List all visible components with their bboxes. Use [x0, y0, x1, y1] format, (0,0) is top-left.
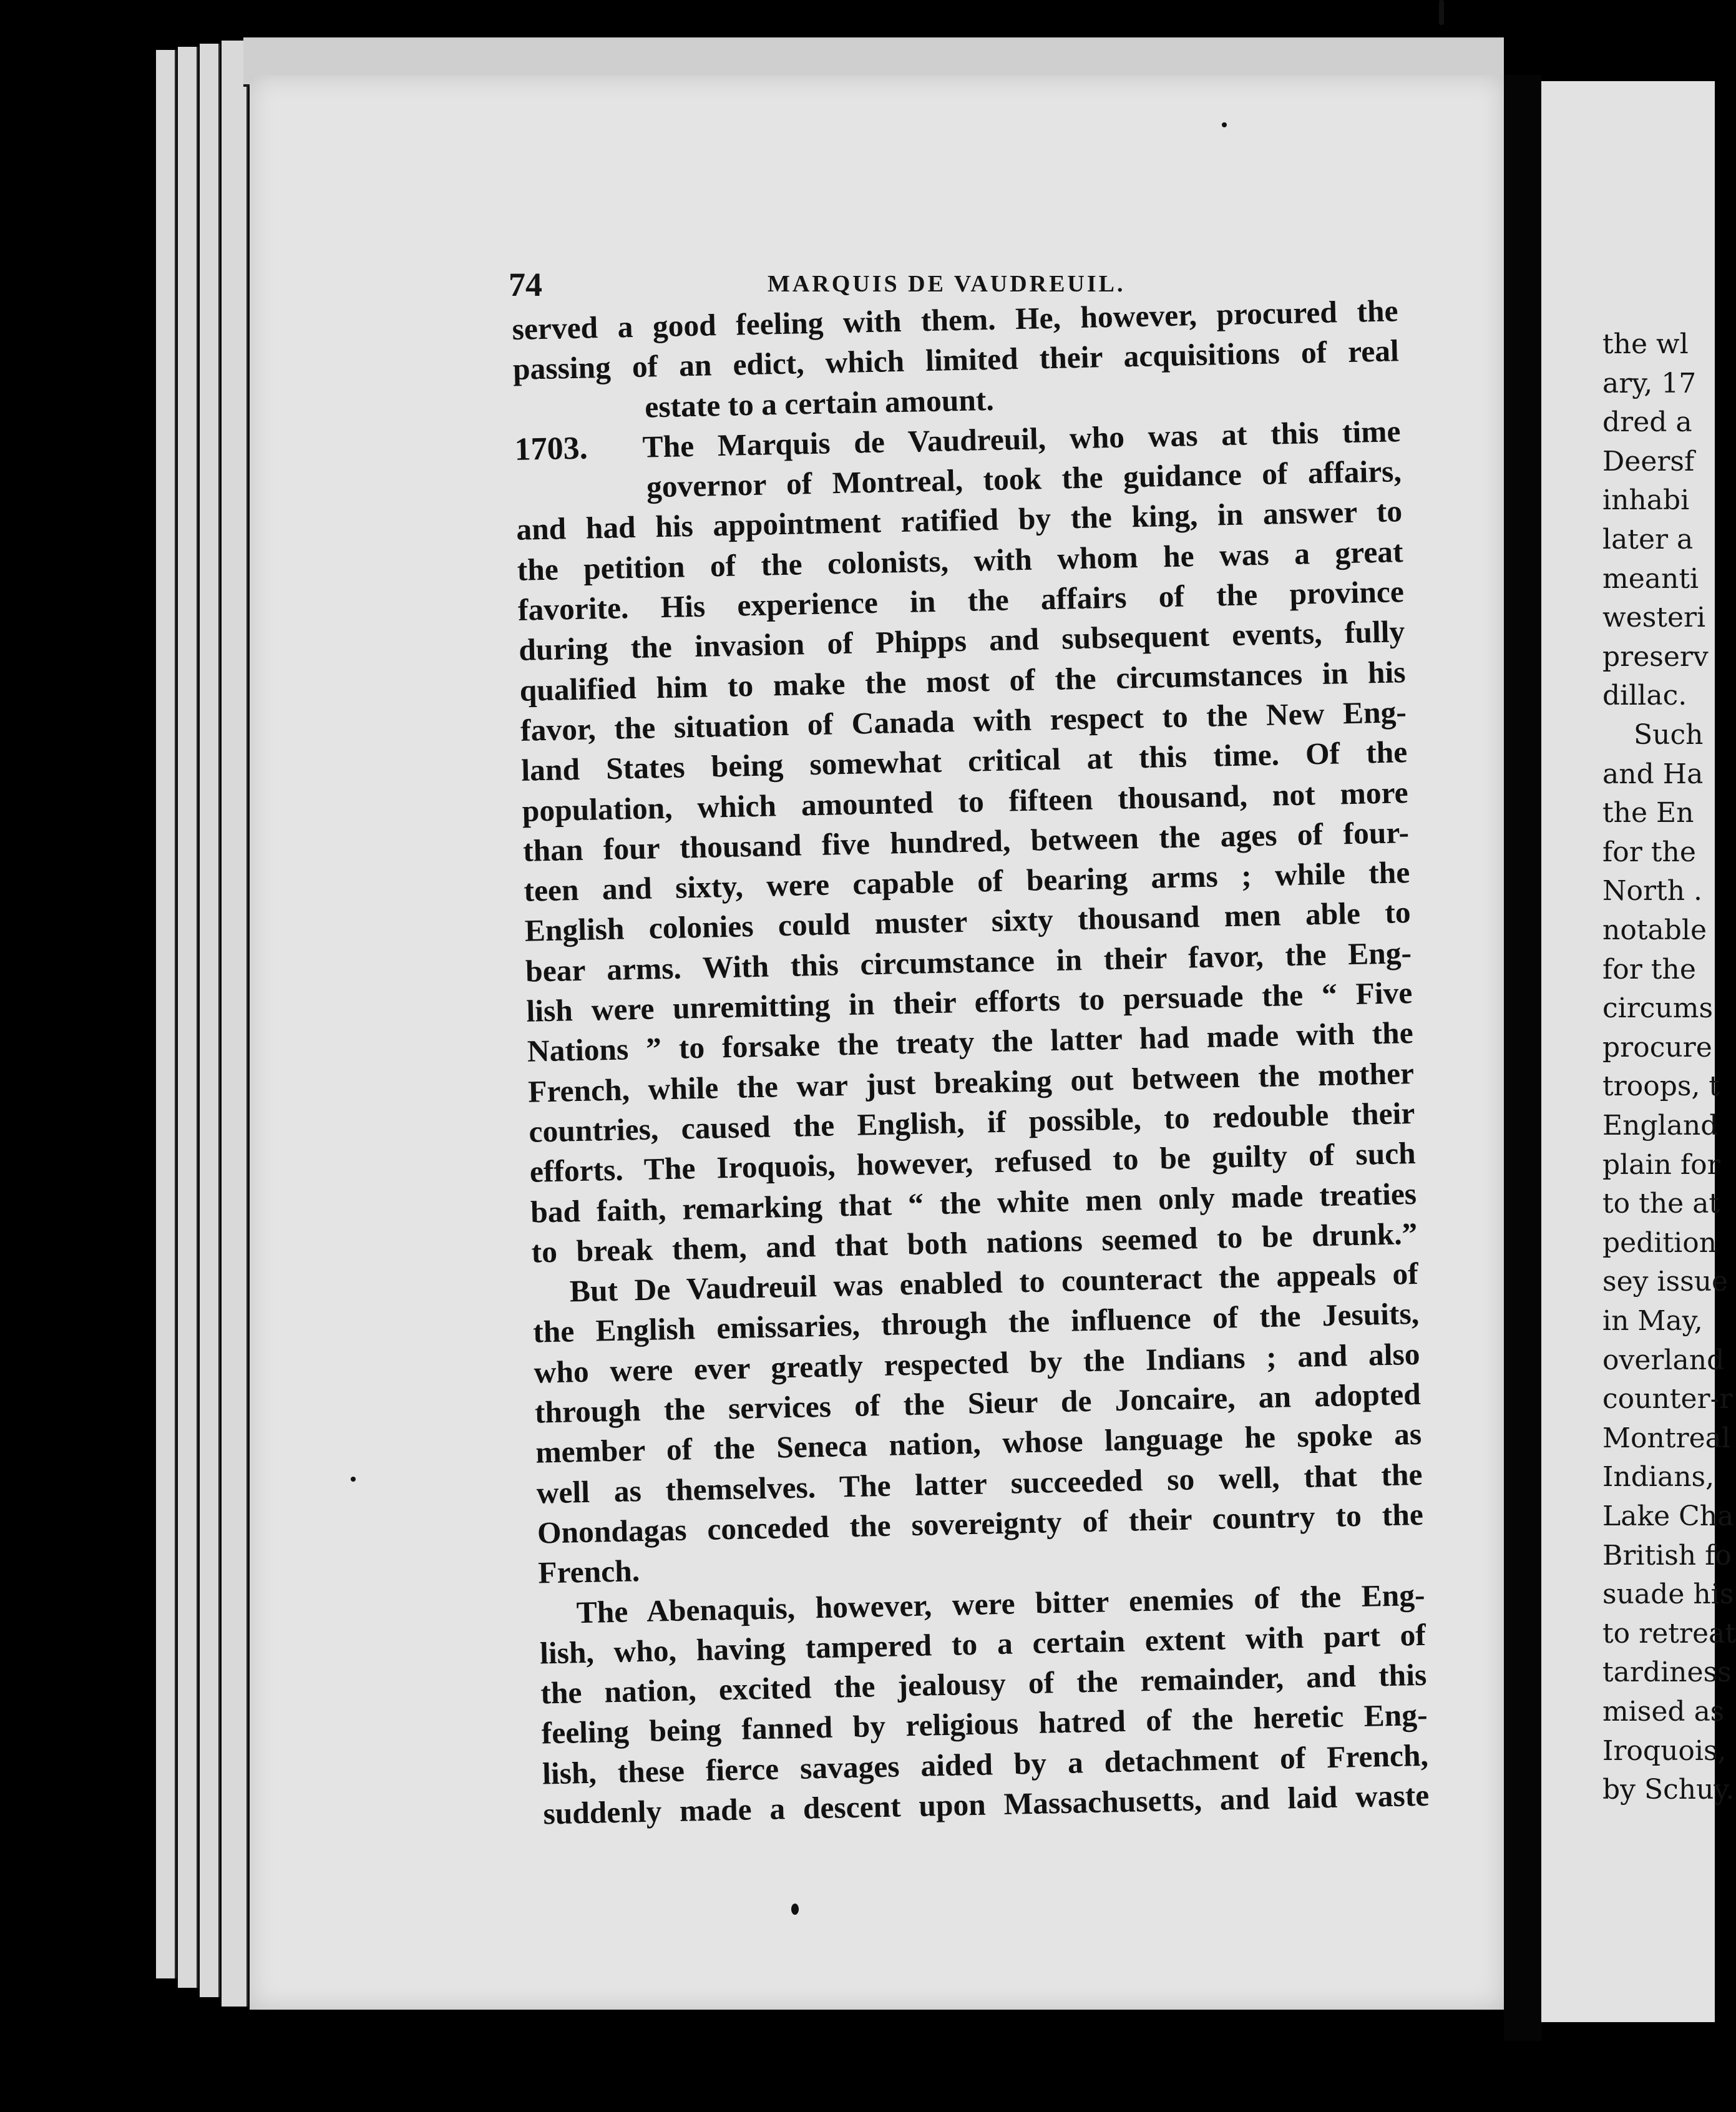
- facing-page-line: counter-r: [1602, 1383, 1733, 1415]
- facing-page-line: dillac.: [1602, 680, 1687, 712]
- text-line: served a good feeling with them. He, however, procured the: [512, 293, 1398, 346]
- facing-page-line: Iroquois,: [1602, 1734, 1727, 1767]
- ink-speck: [1439, 0, 1444, 25]
- text-line: lish, these fierce savages aided by a detachment of French,: [542, 1738, 1429, 1791]
- facing-page-line: Lake Cha: [1602, 1500, 1734, 1532]
- facing-page: [1541, 81, 1736, 2022]
- ink-speck: [351, 1477, 356, 1482]
- page-edge: [156, 50, 177, 1978]
- text-line: governor of Montreal, took the guidance of affairs,: [646, 454, 1402, 504]
- facing-page-line: westeri: [1602, 602, 1706, 634]
- facing-page-line: notable: [1602, 914, 1707, 946]
- text-line: But De Vaudreuil was enabled to counteract the appeals of: [569, 1256, 1419, 1309]
- text-line: passing of an edict, which limited their acquisitions of real: [512, 333, 1400, 387]
- facing-page-line: England: [1602, 1110, 1719, 1142]
- facing-page-line: overland: [1602, 1344, 1725, 1376]
- text-line: to break them, and that both nations seemed to be drunk.”: [531, 1216, 1418, 1269]
- page-edge: [222, 41, 248, 2007]
- text-line: population, which amounted to fifteen thousand, not more: [522, 775, 1409, 828]
- facing-page-line: tardiness: [1602, 1656, 1732, 1689]
- text-line: who were ever greatly respected by the Indians ; and also: [534, 1336, 1420, 1390]
- facing-page-line: Deersf: [1602, 445, 1695, 477]
- text-line: lish, who, having tampered to a certain extent with part of: [539, 1617, 1426, 1671]
- facing-page-line: to retreat: [1602, 1617, 1736, 1650]
- facing-page-line: Such: [1634, 719, 1704, 751]
- text-line: the petition of the colonists, with whom he was a great: [517, 534, 1404, 587]
- text-line: land States being somewhat critical at this time. Of the: [520, 735, 1408, 788]
- facing-page-line: meanti: [1602, 562, 1699, 595]
- facing-page-line: sey issue: [1602, 1266, 1729, 1298]
- text-line: countries, caused the English, if possible, to redouble their: [529, 1095, 1415, 1149]
- text-line: during the invasion of Phipps and subsequent events, fully: [518, 614, 1405, 668]
- text-line: feeling being fanned by religious hatred of the heretic Eng-: [541, 1698, 1428, 1751]
- text-line: suddenly made a descent upon Massachusetts, and laid waste: [542, 1777, 1430, 1831]
- body-text: [512, 291, 1430, 1834]
- facing-page-line: and Ha: [1602, 758, 1704, 790]
- text-line: and had his appointment ratified by the king, in answer to: [515, 494, 1403, 547]
- text-line: the English emissaries, through the influence of the Jesuits,: [532, 1296, 1420, 1350]
- facing-page-line: the wl: [1602, 328, 1689, 360]
- text-line: the nation, excited the jealousy of the remainder, and this: [540, 1657, 1427, 1711]
- text-line: through the services of the Sieur de Joncaire, an adopted: [534, 1376, 1421, 1430]
- text-line: bear arms. With this circumstance in their favor, the Eng-: [525, 935, 1412, 989]
- year-marker: 1703.: [514, 430, 588, 467]
- text-line: efforts. The Iroquois, however, refused to be guilty of such: [529, 1136, 1417, 1189]
- facing-page-line: for the: [1602, 953, 1696, 985]
- facing-page-line: dred a: [1602, 406, 1692, 439]
- ink-speck: [1222, 122, 1227, 127]
- facing-page-line: troops, t: [1602, 1070, 1720, 1103]
- facing-page-line: suade his: [1602, 1578, 1734, 1611]
- text-line: Onondagas conceded the sovereignty of their country to the: [537, 1497, 1424, 1550]
- text-line: than four thousand five hundred, between the ages of four-: [522, 814, 1410, 868]
- running-head: MARQUIS DE VAUDREUIL.: [768, 271, 1126, 297]
- text-line: estate to a certain amount.: [644, 382, 995, 424]
- facing-page-line: later a: [1602, 524, 1694, 555]
- facing-page-line: North .: [1602, 875, 1703, 907]
- facing-page-line: circums: [1602, 992, 1714, 1025]
- text-line: well as themselves. The latter succeeded so well, that the: [536, 1457, 1423, 1510]
- text-line: qualified him to make the most of the circumstances in his: [519, 654, 1407, 708]
- facing-page-line: ary, 17: [1602, 367, 1697, 399]
- text-line: favorite. His experience in the affairs of the province: [517, 574, 1405, 627]
- facing-page-line: for the: [1602, 836, 1696, 868]
- facing-page-line: Montreal: [1602, 1422, 1730, 1454]
- text-line: English colonies could muster sixty thousand men able to: [524, 895, 1412, 949]
- facing-page-line: pedition: [1602, 1226, 1717, 1259]
- text-line: French, while the war just breaking out between the mother: [527, 1055, 1415, 1109]
- facing-page-line: mised as: [1602, 1696, 1725, 1728]
- text-line: The Marquis de Vaudreuil, who was at this time: [642, 414, 1401, 464]
- text-line: favor, the situation of Canada with respect to the New Eng-: [520, 695, 1407, 748]
- facing-page-line: procure: [1602, 1031, 1712, 1063]
- facing-page-line: inhabi: [1602, 484, 1690, 517]
- text-line: lish were unremitting in their efforts to persuade the “ Five: [525, 975, 1413, 1029]
- facing-page-line: British fo: [1602, 1539, 1732, 1572]
- facing-page-line: in May,: [1602, 1305, 1703, 1337]
- page-edge: [200, 44, 220, 1997]
- text-line: member of the Seneca nation, whose language he spoke as: [535, 1417, 1422, 1470]
- facing-page-line: plain for: [1602, 1148, 1720, 1181]
- text-line: Nations ” to forsake the treaty the latter had made with the: [527, 1015, 1414, 1069]
- facing-page-line: to the at: [1602, 1188, 1720, 1220]
- page-edge: [178, 47, 198, 1988]
- facing-page-line: Indians,: [1602, 1461, 1715, 1494]
- page-number: 74: [509, 266, 542, 303]
- facing-page-line: preserv: [1602, 640, 1709, 673]
- text-line: The Abenaquis, however, were bitter enemies of the Eng-: [576, 1577, 1426, 1630]
- ink-speck: [791, 1904, 799, 1915]
- book-gutter: [1504, 75, 1541, 2041]
- text-line: teen and sixty, were capable of bearing arms ; while the: [523, 855, 1410, 908]
- text-line: French.: [537, 1553, 640, 1590]
- facing-page-line: the En: [1602, 797, 1694, 829]
- facing-page-line: by Schuy.: [1602, 1774, 1735, 1806]
- text-line: bad faith, remarking that “ the white men only made treaties: [530, 1176, 1417, 1230]
